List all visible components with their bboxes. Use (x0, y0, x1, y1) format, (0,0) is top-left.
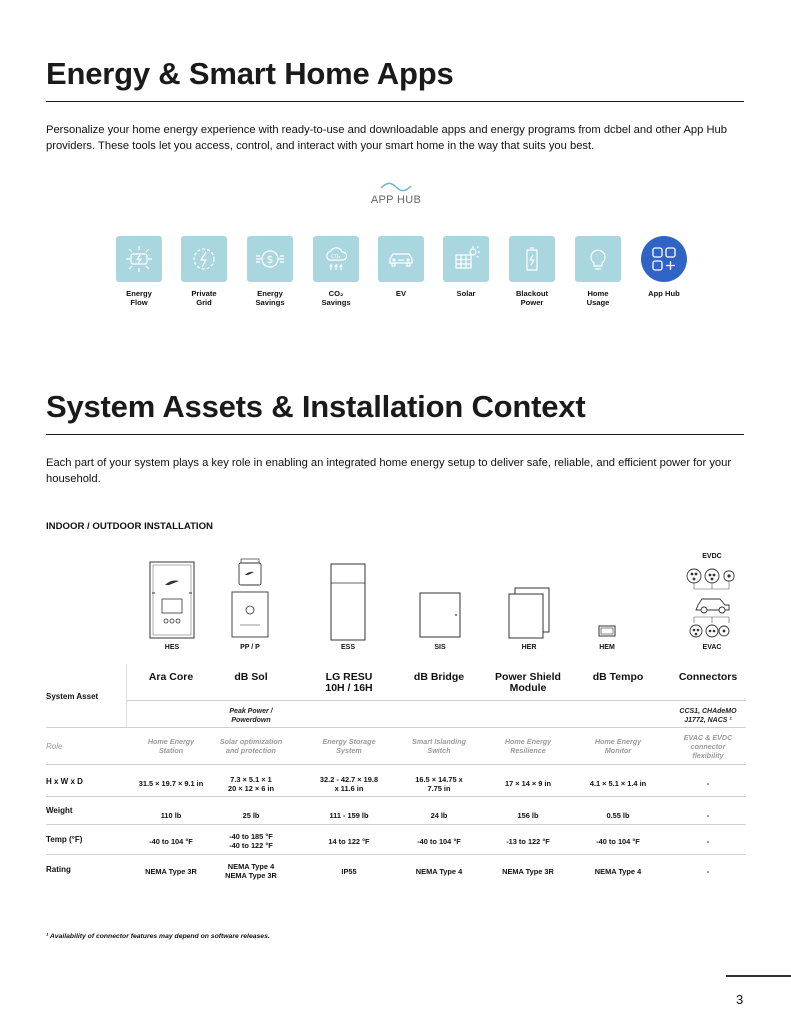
energy-savings-icon (247, 236, 293, 282)
energy-flow-icon (116, 236, 162, 282)
column-weight-line: 25 lb (242, 811, 260, 820)
column-subtitle (665, 707, 751, 725)
solar-panel-icon (443, 236, 489, 282)
app-label: App Hub (648, 289, 680, 298)
column-role-line: flexibility (692, 751, 724, 760)
device-label-hes: HES (164, 644, 180, 651)
column-temperature-line: -40 to 104 °F (417, 837, 461, 846)
column-dimensions-line: 17 × 14 × 9 in (504, 779, 552, 788)
column-role (396, 737, 482, 755)
app-solar[interactable] (435, 236, 497, 298)
page-number-rule (726, 975, 791, 977)
column-dimensions-line: 32.2 - 42.7 × 19.8 (319, 775, 379, 784)
app-ev[interactable] (370, 236, 432, 298)
app-app-hub[interactable] (633, 236, 695, 298)
column-rating (575, 867, 661, 876)
column-role-line: Solar optimization (219, 737, 283, 746)
app-co2-savings[interactable] (305, 236, 367, 307)
column-rating (485, 867, 571, 876)
column-dimensions (128, 779, 214, 788)
app-label: Energy Flow (126, 289, 152, 307)
app-label: Blackout Power (515, 289, 549, 307)
app-label: Energy Savings (255, 289, 285, 307)
column-name (575, 672, 661, 683)
column-temperature (208, 832, 294, 850)
column-temperature-line: 14 to 122 °F (328, 837, 370, 846)
table-divider (46, 824, 746, 825)
column-weight (665, 811, 751, 820)
column-weight-line: 110 lb (160, 811, 182, 820)
evdc-label: EVDC (702, 553, 722, 560)
column-weight-line: 111 - 159 lb (329, 811, 369, 820)
column-weight (396, 811, 482, 820)
device-label-her: HER (521, 644, 537, 651)
table-divider (46, 854, 746, 855)
column-subtitle-line: CCS1, CHAdeMO (679, 708, 737, 715)
page-number: 3 (736, 992, 744, 1007)
app-hub-grid (108, 236, 688, 316)
app-hub-wave-icon (379, 182, 413, 192)
row-header-role: Role (46, 742, 63, 751)
column-role (485, 737, 571, 755)
column-rating-line: NEMA Type 4 (594, 867, 642, 876)
app-grid-icon (641, 236, 687, 282)
column-name-line: Power Shield (495, 671, 561, 683)
device-label-hem: HEM (599, 644, 615, 651)
column-dimensions (306, 775, 392, 793)
app-hub-logo (362, 182, 430, 206)
column-name-line: Module (509, 682, 547, 694)
section-title-assets: System Assets & Installation Context (46, 389, 586, 424)
column-dimensions-line: - (706, 779, 710, 788)
table-divider (126, 700, 746, 701)
column-subtitle-line: J1772, NACS ¹ (684, 717, 732, 724)
column-rating (396, 867, 482, 876)
column-weight (128, 811, 214, 820)
column-role-line: System (336, 746, 362, 755)
column-temperature-line: -13 to 122 °F (506, 837, 550, 846)
column-name-line: dB Sol (234, 671, 268, 683)
row-header-dims: H x W x D (46, 777, 83, 786)
light-bulb-icon (575, 236, 621, 282)
column-temperature (665, 837, 751, 846)
title-divider (46, 101, 744, 102)
table-divider (46, 796, 746, 797)
column-role-line: Smart Islanding (412, 737, 466, 746)
column-name-line: Ara Core (148, 671, 194, 683)
column-role-line: Monitor (604, 746, 632, 755)
column-temperature (128, 837, 214, 846)
app-energy-savings[interactable] (239, 236, 301, 307)
column-dimensions (208, 775, 294, 793)
column-weight-line: - (706, 811, 710, 820)
device-label-ess: ESS (340, 644, 355, 651)
column-name (128, 672, 214, 683)
column-rating-line: NEMA Type 3R (502, 867, 554, 876)
column-role-line: Station (158, 746, 184, 755)
column-dimensions-line: 7.3 × 5.1 × 1 (230, 775, 272, 784)
app-home-usage[interactable] (567, 236, 629, 307)
co2-savings-icon (313, 236, 359, 282)
column-rating (665, 867, 751, 876)
ara-core-device-image (149, 561, 195, 639)
app-blackout-power[interactable] (501, 236, 563, 307)
column-dimensions-line: 7.75 in (427, 784, 451, 793)
ev-car-icon (378, 236, 424, 282)
app-label: EV (395, 289, 407, 298)
column-role-line: Home Energy (504, 737, 552, 746)
title-divider (46, 434, 744, 435)
column-dimensions (396, 775, 482, 793)
column-temperature (306, 837, 392, 846)
private-grid-icon (181, 236, 227, 282)
column-role (128, 737, 214, 755)
column-rating (306, 867, 392, 876)
column-weight-line: 156 lb (517, 811, 539, 820)
column-role-line: Switch (427, 746, 451, 755)
table-divider (46, 727, 746, 728)
column-name (208, 672, 294, 683)
column-subtitle-line: Peak Power / (229, 708, 273, 715)
column-weight (485, 811, 571, 820)
column-subtitle (208, 707, 294, 725)
column-name (665, 672, 751, 683)
column-role (575, 737, 661, 755)
column-temperature-line: - (706, 837, 710, 846)
power-shield-device-image (508, 587, 550, 639)
app-energy-flow[interactable] (108, 236, 170, 307)
column-role-line: Energy Storage (322, 737, 376, 746)
column-name-line: Connectors (678, 671, 738, 683)
column-name (396, 672, 482, 683)
column-role-line: and protection (226, 746, 276, 755)
install-heading: INDOOR / OUTDOOR INSTALLATION (46, 521, 213, 532)
column-name-line: 10H / 16H (325, 682, 373, 694)
battery-icon (509, 236, 555, 282)
column-name-line: dB Tempo (592, 671, 644, 683)
column-temperature (485, 837, 571, 846)
column-weight-line: 0.55 lb (606, 811, 630, 820)
column-dimensions-line: 31.5 × 19.7 × 9.1 in (138, 779, 204, 788)
column-dimensions (485, 779, 571, 788)
column-dimensions (665, 779, 751, 788)
column-role (306, 737, 392, 755)
column-weight (306, 811, 392, 820)
row-header-temp: Temp (°F) (46, 835, 83, 844)
device-label-sis: SIS (434, 644, 446, 651)
svg-text:$: $ (266, 253, 274, 266)
section-title-apps: Energy & Smart Home Apps (46, 56, 454, 91)
column-rating-line: NEMA Type 4 (227, 862, 275, 871)
svg-text:CO₂: CO₂ (331, 254, 341, 260)
column-temperature (396, 837, 482, 846)
column-weight (208, 811, 294, 820)
column-rating-line: - (706, 867, 710, 876)
connectors-image (684, 565, 740, 641)
column-role (208, 737, 294, 755)
column-dimensions-line: 16.5 × 14.75 x (415, 775, 463, 784)
column-name (306, 672, 392, 694)
column-role-line: Resilience (510, 746, 546, 755)
column-weight-line: 24 lb (430, 811, 448, 820)
db-bridge-device-image (419, 592, 461, 638)
column-temperature-line: -40 to 185 °F (229, 832, 273, 841)
column-dimensions-line: 20 × 12 × 6 in (227, 784, 275, 793)
column-rating-line: NEMA Type 4 (415, 867, 463, 876)
app-private-grid[interactable] (173, 236, 235, 307)
device-label-pp-p: PP / P (240, 644, 260, 651)
column-weight (575, 811, 661, 820)
column-role (665, 733, 751, 760)
app-label: Solar (456, 289, 476, 298)
column-rating-line: NEMA Type 3R (225, 871, 277, 880)
device-label-evac: EVAC (702, 644, 722, 651)
column-temperature-line: -40 to 104 °F (596, 837, 640, 846)
column-temperature (575, 837, 661, 846)
column-dimensions-line: 4.1 × 5.1 × 1.4 in (589, 779, 647, 788)
table-divider (46, 764, 746, 765)
column-dimensions (575, 779, 661, 788)
column-dimensions-line: x 11.6 in (334, 784, 364, 793)
app-label: Home Usage (586, 289, 610, 307)
column-name-line: dB Bridge (413, 671, 465, 683)
row-header-weight: Weight (46, 806, 73, 815)
column-temperature-line: -40 to 122 °F (229, 841, 273, 850)
column-rating (128, 867, 214, 876)
row-header-rating: Rating (46, 865, 71, 874)
column-rating (208, 862, 294, 880)
column-role-line: Home Energy (594, 737, 642, 746)
app-label: CO₂ Savings (321, 289, 351, 307)
column-subtitle-line: Powerdown (231, 717, 271, 724)
column-name (485, 672, 571, 694)
table-divider (126, 664, 127, 727)
assets-intro: Each part of your system plays a key role in enabling an integrated home energy setup to deliver safe, reliable, and efficient power for your household. (46, 457, 732, 485)
apps-intro: Personalize your home energy experience with ready-to-use and downloadable apps and energy programs from dcbel and other App Hub providers. These tools let you access, control, and interact with your smart home in the way that suits you best. (46, 124, 727, 152)
db-sol-device-image (230, 557, 270, 639)
column-temperature-line: -40 to 104 °F (149, 837, 193, 846)
column-role-line: EVAC & EVDC (683, 733, 733, 742)
app-label: Private Grid (191, 289, 217, 307)
row-header-asset: System Asset (46, 692, 99, 701)
app-hub-label: APP HUB (370, 194, 422, 206)
lg-resu-device-image (330, 563, 366, 641)
column-role-line: Home Energy (147, 737, 195, 746)
column-name-line: LG RESU (325, 671, 373, 683)
footnote: ¹ Availability of connector features may depend on software releases. (46, 933, 270, 940)
column-role-line: connector (690, 742, 726, 751)
column-rating-line: IP55 (341, 867, 357, 876)
column-rating-line: NEMA Type 3R (145, 867, 197, 876)
db-tempo-device-image (598, 625, 616, 637)
